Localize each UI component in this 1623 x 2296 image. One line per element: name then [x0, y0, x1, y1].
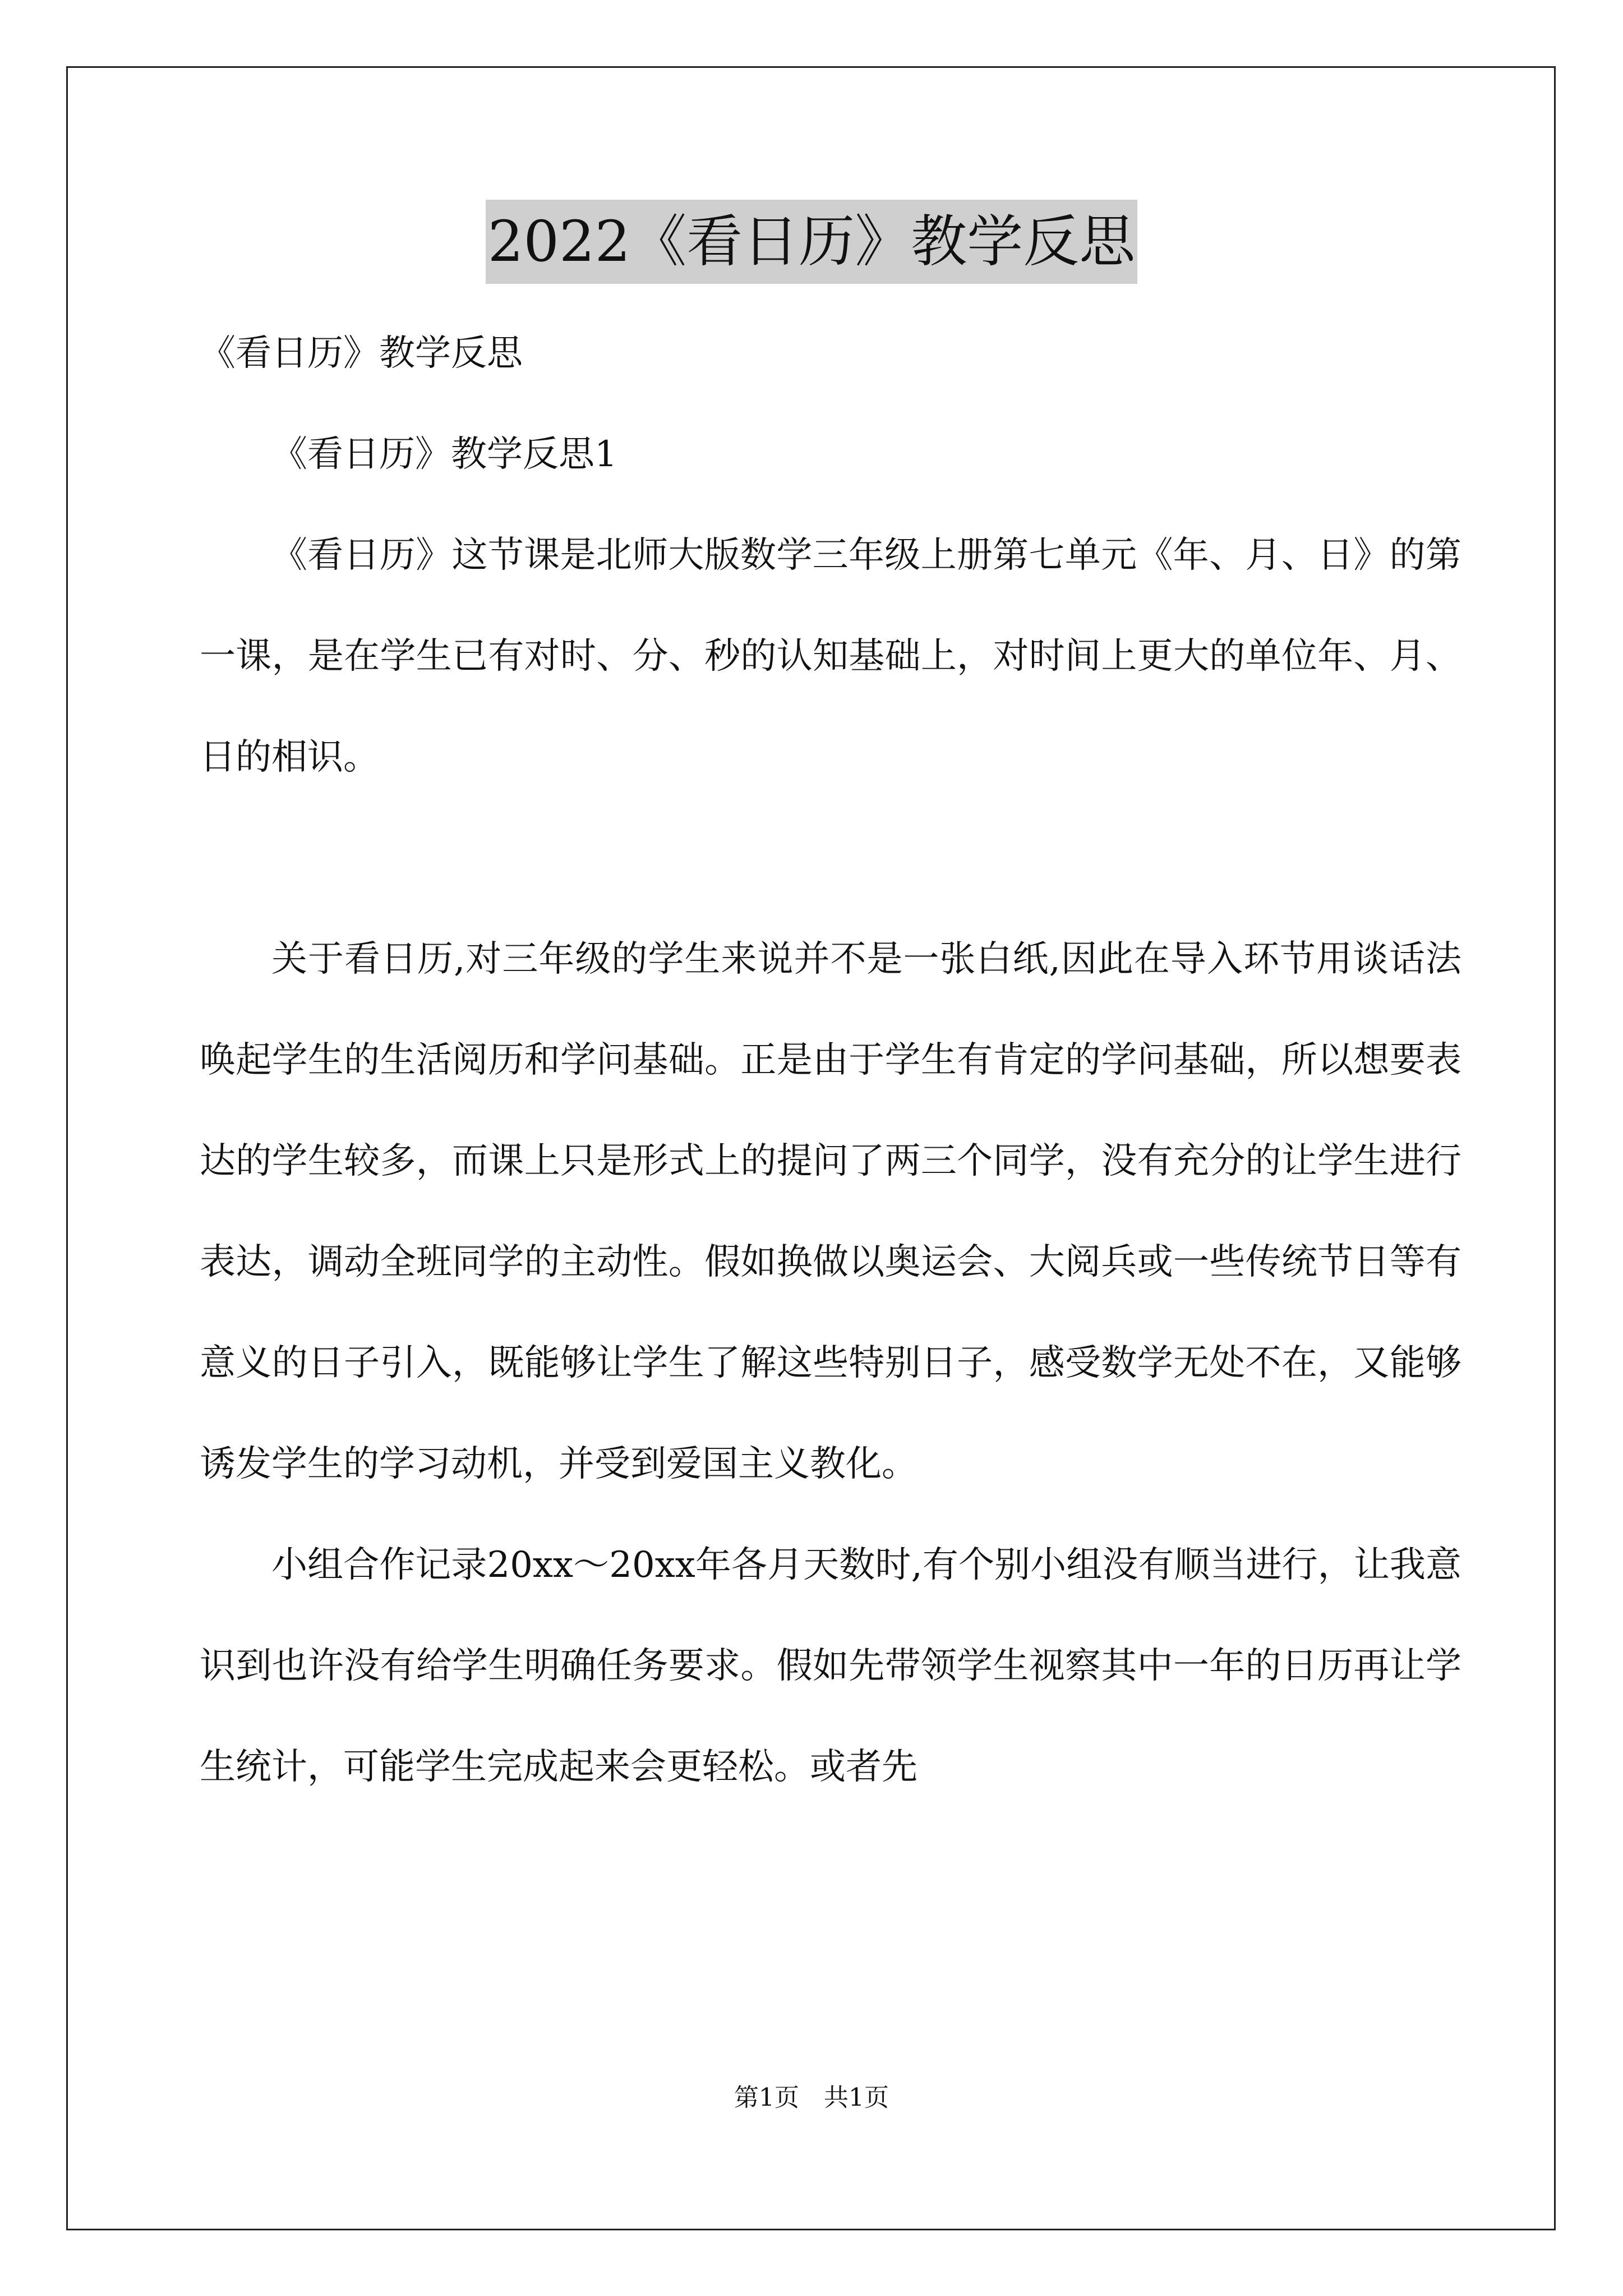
body-paragraph: 《看日历》这节课是北师大版数学三年级上册第七单元《年、月、日》的第一课，是在学生已有对时、分、秒的认知基础上，对时间上更大的单位年、月、日的相识。: [200, 535, 1461, 778]
document-body: [200, 303, 1461, 1818]
page-footer: 第1页 共1页: [734, 2083, 889, 2112]
subtitle-paragraph: 《看日历》教学反思: [200, 333, 523, 374]
body-paragraph: 关于看日历,对三年级的学生来说并不是一张白纸,因此在导入环节用谈话法唤起学生的生活阅历和学问基础。正是由于学生有肯定的学问基础，所以想要表达的学生较多，而课上只是形式上的提问了两三个同学，没有充分的让学生进行表达，调动全班同学的主动性。假如换做以奥运会、大阅兵或一些传统节日等有意义的日子引入，既能够让学生了解这些特别日子，感受数学无处不在，又能够诱发学生的学习动机，并受到爱国主义教化。: [200, 938, 1461, 1485]
title-container: [0, 200, 1623, 284]
body-paragraph: 小组合作记录20xx～20xx年各月天数时,有个别小组没有顺当进行，让我意识到也许没有给学生明确任务要求。假如先带领学生视察其中一年的日历再让学生统计，可能学生完成起来会更轻松。或者先: [200, 1544, 1461, 1788]
section-heading: 《看日历》教学反思1: [271, 434, 617, 475]
document-title: 2022《看日历》教学反思: [486, 200, 1138, 284]
